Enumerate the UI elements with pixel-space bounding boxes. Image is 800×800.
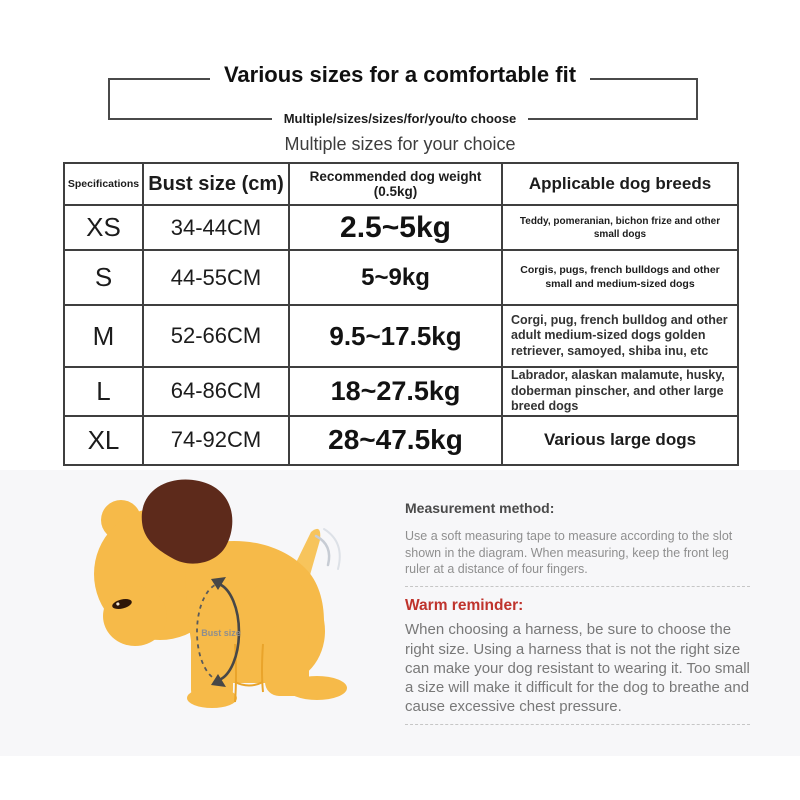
table-row: [64, 205, 738, 250]
column-header-specifications: Specifications: [64, 163, 143, 205]
column-header-dog-weight: Recommended dog weight (0.5kg): [289, 163, 502, 205]
dashed-divider: [405, 724, 750, 725]
table-row: [64, 250, 738, 305]
weight-value: 28~47.5kg: [289, 416, 502, 465]
table-row: [64, 416, 738, 465]
column-header-bust-size: Bust size (cm): [143, 163, 289, 205]
warm-reminder-heading: Warm reminder:: [405, 596, 524, 614]
weight-value: 9.5~17.5kg: [289, 305, 502, 367]
measurement-method-body: Use a soft measuring tape to measure according to the slot shown in the diagram. When measuring, keep the front leg ruler at a distance of four fingers.: [405, 529, 733, 577]
warm-reminder-body: When choosing a harness, be sure to choose the right size. Using a harness that is not the right size can make your dog resistant to wearing it. Too small a size will make it difficult for the dog to breathe and cause excessive chest pressure.: [405, 621, 750, 716]
page-subtitle-text: Multiple/sizes/sizes/for/you/to choose: [272, 111, 529, 126]
dog-front-paw: [187, 688, 237, 708]
dog-rear-paw: [287, 676, 347, 700]
measurement-method-heading: Measurement method:: [405, 500, 555, 516]
size-label: XL: [64, 416, 143, 465]
size-table: [63, 162, 739, 466]
bust-size-label: Bust size: [201, 628, 241, 638]
tail-motion-line: [324, 529, 340, 569]
dog-illustration: [85, 476, 395, 754]
dashed-divider: [405, 586, 750, 587]
size-label: L: [64, 367, 143, 416]
bust-value: 34-44CM: [143, 205, 289, 250]
bust-value: 52-66CM: [143, 305, 289, 367]
table-header-row: [64, 163, 738, 205]
table-row: [64, 305, 738, 367]
weight-value: 2.5~5kg: [289, 205, 502, 250]
breeds-value: Corgis, pugs, french bulldogs and other small and medium-sized dogs: [502, 250, 738, 305]
dog-diagram-svg: [85, 476, 395, 754]
tagline: Multiple sizes for your choice: [284, 134, 516, 154]
breeds-value: Various large dogs: [502, 416, 738, 465]
bust-value: 44-55CM: [143, 250, 289, 305]
bust-value: 74-92CM: [143, 416, 289, 465]
measurement-panel: [0, 470, 800, 756]
size-label: M: [64, 305, 143, 367]
page-title-text: Various sizes for a comfortable fit: [210, 62, 590, 87]
size-label: S: [64, 250, 143, 305]
breeds-value: Labrador, alaskan malamute, husky, doberman pinscher, and other large breed dogs: [502, 367, 738, 416]
size-label: XS: [64, 205, 143, 250]
breeds-value: Corgi, pug, french bulldog and other adult medium-sized dogs golden retriever, samoyed, shiba inu, etc: [502, 305, 738, 367]
dog-muzzle: [103, 586, 167, 646]
breeds-value: Teddy, pomeranian, bichon frize and other small dogs: [502, 205, 738, 250]
info-column: [405, 500, 750, 725]
weight-value: 5~9kg: [289, 250, 502, 305]
weight-value: 18~27.5kg: [289, 367, 502, 416]
bust-value: 64-86CM: [143, 367, 289, 416]
page-subtitle: [0, 110, 800, 128]
page-title: [0, 62, 800, 88]
table-row: [64, 367, 738, 416]
column-header-dog-breeds: Applicable dog breeds: [502, 163, 738, 205]
